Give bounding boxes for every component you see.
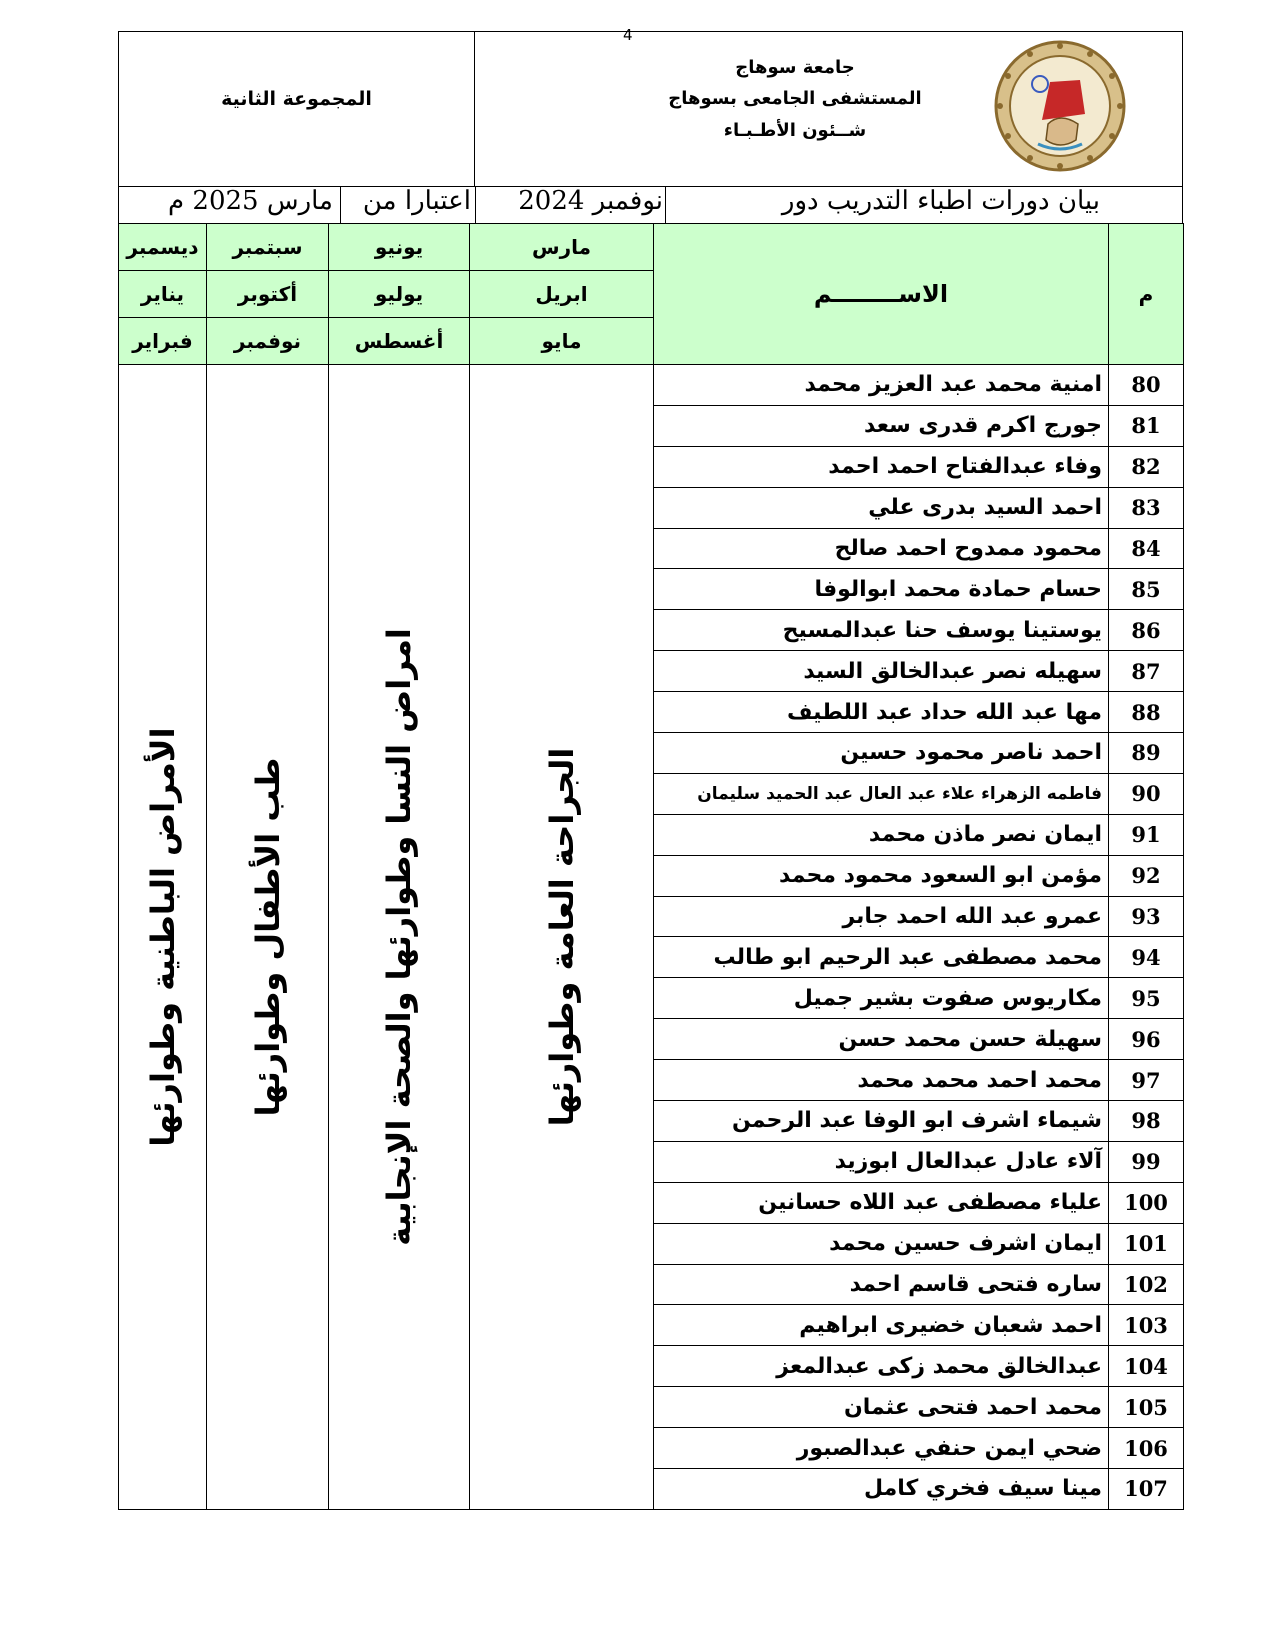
row-number: 81 — [1109, 405, 1184, 446]
month-header: فبراير — [119, 318, 207, 365]
row-name: امنية محمد عبد العزيز محمد — [654, 365, 1109, 406]
row-name: علياء مصطفى عبد اللاه حسانين — [654, 1182, 1109, 1223]
row-number: 80 — [1109, 365, 1184, 406]
row-name: مؤمن ابو السعود محمود محمد — [654, 855, 1109, 896]
subtitle-to-month: مارس 2025 م — [168, 186, 333, 216]
rotation-cell — [470, 365, 654, 1510]
row-number: 96 — [1109, 1019, 1184, 1060]
row-number: 104 — [1109, 1346, 1184, 1387]
row-number: 93 — [1109, 896, 1184, 937]
row-name: مكاريوس صفوت بشير جميل — [654, 978, 1109, 1019]
month-header: ابريل — [470, 271, 654, 318]
row-name: ايمان اشرف حسين محمد — [654, 1223, 1109, 1264]
table-row — [119, 365, 1184, 406]
university-logo — [990, 32, 1130, 180]
group-title: المجموعة الثانية — [221, 88, 372, 110]
subtitle-starting-label: اعتبارا من — [362, 186, 471, 216]
row-name: احمد السيد بدرى علي — [654, 487, 1109, 528]
subtitle-divider — [665, 187, 666, 223]
row-number: 88 — [1109, 692, 1184, 733]
row-name: شيماء اشرف ابو الوفا عبد الرحمن — [654, 1101, 1109, 1142]
row-name: احمد ناصر محمود حسين — [654, 733, 1109, 774]
row-number: 92 — [1109, 855, 1184, 896]
subtitle-from-month: نوفمبر 2024 — [518, 186, 663, 216]
row-name: احمد شعبان خضيرى ابراهيم — [654, 1305, 1109, 1346]
row-name: ايمان نصر ماذن محمد — [654, 814, 1109, 855]
row-number: 82 — [1109, 446, 1184, 487]
month-header: نوفمبر — [207, 318, 329, 365]
month-header: مارس — [470, 224, 654, 271]
row-number: 105 — [1109, 1387, 1184, 1428]
row-name: حسام حمادة محمد ابوالوفا — [654, 569, 1109, 610]
row-name: ساره فتحى قاسم احمد — [654, 1264, 1109, 1305]
row-number: 89 — [1109, 733, 1184, 774]
subtitle-divider — [475, 187, 476, 223]
rotation-cell — [207, 365, 329, 1510]
month-header: يوليو — [329, 271, 470, 318]
row-number: 91 — [1109, 814, 1184, 855]
row-name: ضحي ايمن حنفي عبدالصبور — [654, 1428, 1109, 1469]
row-number: 106 — [1109, 1428, 1184, 1469]
row-name: جورج اكرم قدرى سعد — [654, 405, 1109, 446]
row-name: سهيلة حسن محمد حسن — [654, 1019, 1109, 1060]
month-header: سبتمبر — [207, 224, 329, 271]
department-name: شــئون الأطـبـاء — [723, 120, 867, 141]
rotation-label: الأمراض الباطنية وطوارئها — [143, 727, 182, 1147]
row-name: محمد احمد محمد محمد — [654, 1060, 1109, 1101]
row-name: مينا سيف فخري كامل — [654, 1469, 1109, 1510]
hospital-name: المستشفى الجامعى بسوهاج — [668, 88, 922, 109]
row-number: 95 — [1109, 978, 1184, 1019]
row-number: 100 — [1109, 1182, 1184, 1223]
row-name: مها عبد الله حداد عبد اللطيف — [654, 692, 1109, 733]
row-number: 107 — [1109, 1469, 1184, 1510]
num-header: م — [1109, 224, 1184, 365]
row-number: 102 — [1109, 1264, 1184, 1305]
month-header: أغسطس — [329, 318, 470, 365]
row-number: 85 — [1109, 569, 1184, 610]
row-number: 98 — [1109, 1101, 1184, 1142]
row-number: 84 — [1109, 528, 1184, 569]
subtitle-statement: بيان دورات اطباء التدريب دور — [781, 186, 1100, 216]
row-number: 90 — [1109, 773, 1184, 814]
row-name: آلاء عادل عبدالعال ابوزيد — [654, 1141, 1109, 1182]
rotation-label: امراض النسا وطوارئها والصحة الإنجابية — [380, 628, 418, 1246]
row-name: سهيله نصر عبدالخالق السيد — [654, 651, 1109, 692]
month-header: مايو — [470, 318, 654, 365]
month-header: ديسمبر — [119, 224, 207, 271]
name-header: الاســــــــم — [654, 224, 1109, 365]
row-number: 103 — [1109, 1305, 1184, 1346]
row-name: يوستينا يوسف حنا عبدالمسيح — [654, 610, 1109, 651]
trainees-table — [118, 223, 1184, 1510]
row-number: 94 — [1109, 937, 1184, 978]
rotation-label: طب الأطفال وطوارئها — [248, 757, 287, 1117]
row-number: 97 — [1109, 1060, 1184, 1101]
rotation-cell — [329, 365, 470, 1510]
month-header: أكتوبر — [207, 271, 329, 318]
rotation-cell — [119, 365, 207, 1510]
row-name: وفاء عبدالفتاح احمد احمد — [654, 446, 1109, 487]
rotation-label: الجراحة العامة وطوارئها — [542, 747, 581, 1127]
university-name: جامعة سوهاج — [735, 57, 855, 78]
row-number: 101 — [1109, 1223, 1184, 1264]
row-number: 87 — [1109, 651, 1184, 692]
row-number: 99 — [1109, 1141, 1184, 1182]
table-header-row — [119, 224, 1184, 271]
row-number: 83 — [1109, 487, 1184, 528]
row-name: محمد مصطفى عبد الرحيم ابو طالب — [654, 937, 1109, 978]
month-header: يناير — [119, 271, 207, 318]
row-name: فاطمه الزهراء علاء عبد العال عبد الحميد سليمان — [654, 773, 1109, 814]
row-name: محمد احمد فتحى عثمان — [654, 1387, 1109, 1428]
row-name: عمرو عبد الله احمد جابر — [654, 896, 1109, 937]
page-number: 4 — [623, 26, 633, 44]
month-header: يونيو — [329, 224, 470, 271]
row-name: عبدالخالق محمد زكى عبدالمعز — [654, 1346, 1109, 1387]
row-number: 86 — [1109, 610, 1184, 651]
row-name: محمود ممدوح احمد صالح — [654, 528, 1109, 569]
subtitle-divider — [340, 187, 341, 223]
header-university-box — [475, 31, 985, 187]
